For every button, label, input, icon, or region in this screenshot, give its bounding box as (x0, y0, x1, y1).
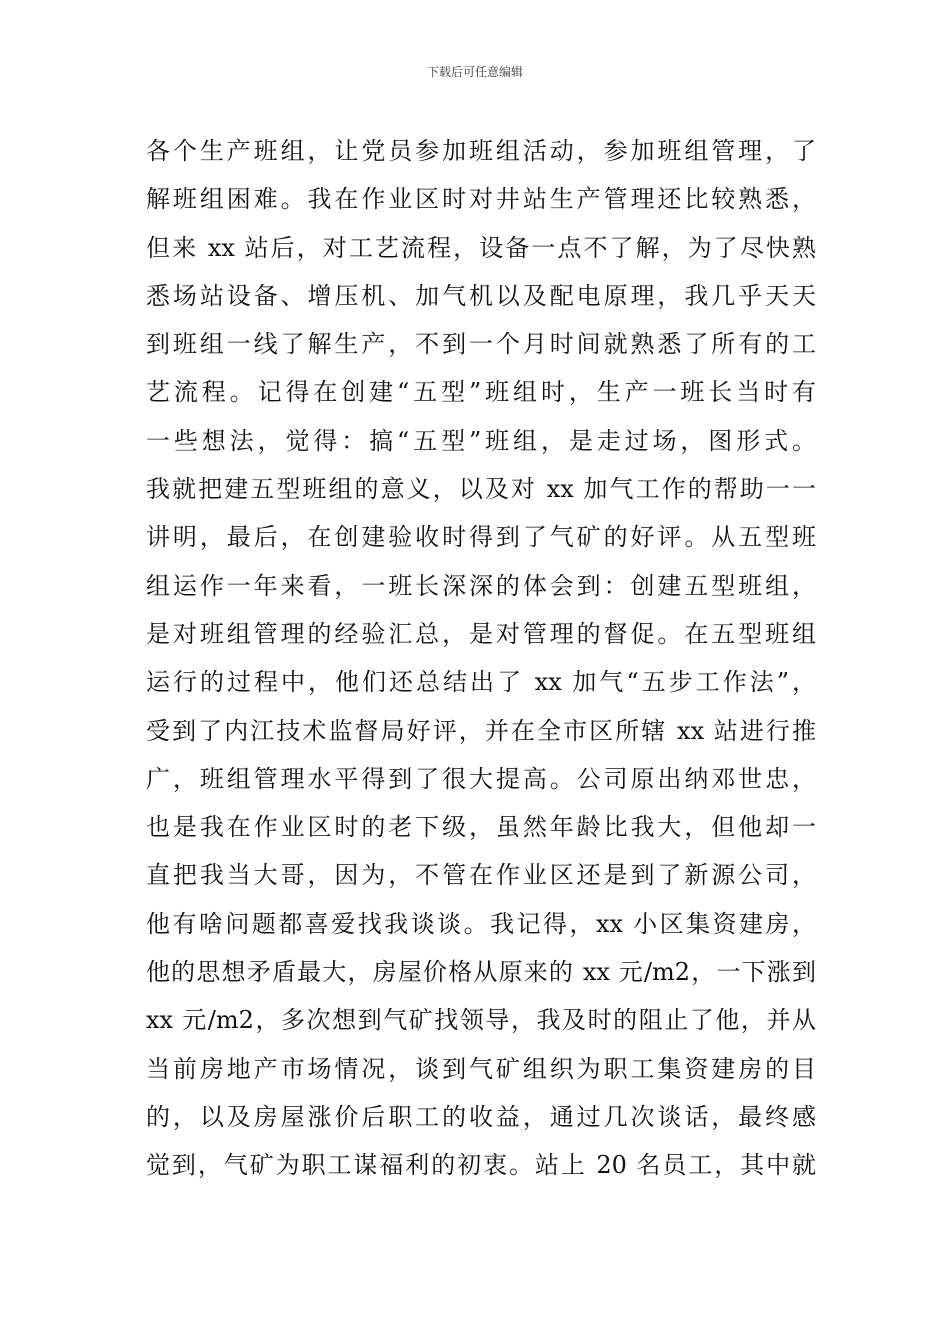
text-line: 讲明，最后，在创建验收时得到了气矿的好评。从五型班 (146, 523, 816, 552)
text-line: 到班组一线了解生产，不到一个月时间就熟悉了所有的工 (146, 330, 816, 359)
text-line: 受到了内江技术监督局好评，并在全市区所辖 xx 站进行推 (146, 716, 816, 745)
text-line: 广，班组管理水平得到了很大提高。公司原出纳邓世忠， (146, 764, 816, 793)
text-line: 悉场站设备、增压机、加气机以及配电原理，我几乎天天 (146, 281, 816, 310)
text-line: 直把我当大哥，因为，不管在作业区还是到了新源公司， (146, 861, 816, 890)
text-line: 也是我在作业区时的老下级，虽然年龄比我大，但他却一 (146, 813, 816, 842)
text-line: 他有啥问题都喜爱找我谈谈。我记得，xx 小区集资建房， (146, 909, 816, 938)
text-line: 的，以及房屋涨价后职工的收益，通过几次谈话，最终感 (146, 1102, 816, 1131)
text-line: 觉到，气矿为职工谋福利的初衷。站上 20 名员工，其中就 (146, 1151, 816, 1180)
text-line: 我就把建五型班组的意义，以及对 xx 加气工作的帮助一一 (146, 475, 816, 504)
text-line: 各个生产班组，让党员参加班组活动，参加班组管理，了 (146, 137, 816, 165)
text-line: 当前房地产市场情况，谈到气矿组织为职工集资建房的目 (146, 1054, 816, 1083)
text-line: 艺流程。记得在创建“五型”班组时，生产一班长当时有 (146, 378, 816, 407)
text-line: 运行的过程中，他们还总结出了 xx 加气“五步工作法”， (146, 668, 816, 697)
body-text (146, 127, 816, 1190)
text-line: 组运作一年来看，一班长深深的体会到：创建五型班组， (146, 571, 816, 600)
text-line: xx 元/m2，多次想到气矿找领导，我及时的阻止了他，并从 (146, 1006, 816, 1035)
text-line: 是对班组管理的经验汇总，是对管理的督促。在五型班组 (146, 619, 816, 648)
text-line: 一些想法，觉得：搞“五型”班组，是走过场，图形式。 (146, 426, 816, 455)
page-header: 下载后可任意编辑 (426, 65, 523, 79)
text-line: 他的思想矛盾最大，房屋价格从原来的 xx 元/m2，一下涨到 (146, 958, 816, 987)
text-line: 但来 xx 站后，对工艺流程，设备一点不了解，为了尽快熟 (146, 233, 816, 262)
text-line: 解班组困难。我在作业区时对井站生产管理还比较熟悉， (146, 185, 816, 214)
